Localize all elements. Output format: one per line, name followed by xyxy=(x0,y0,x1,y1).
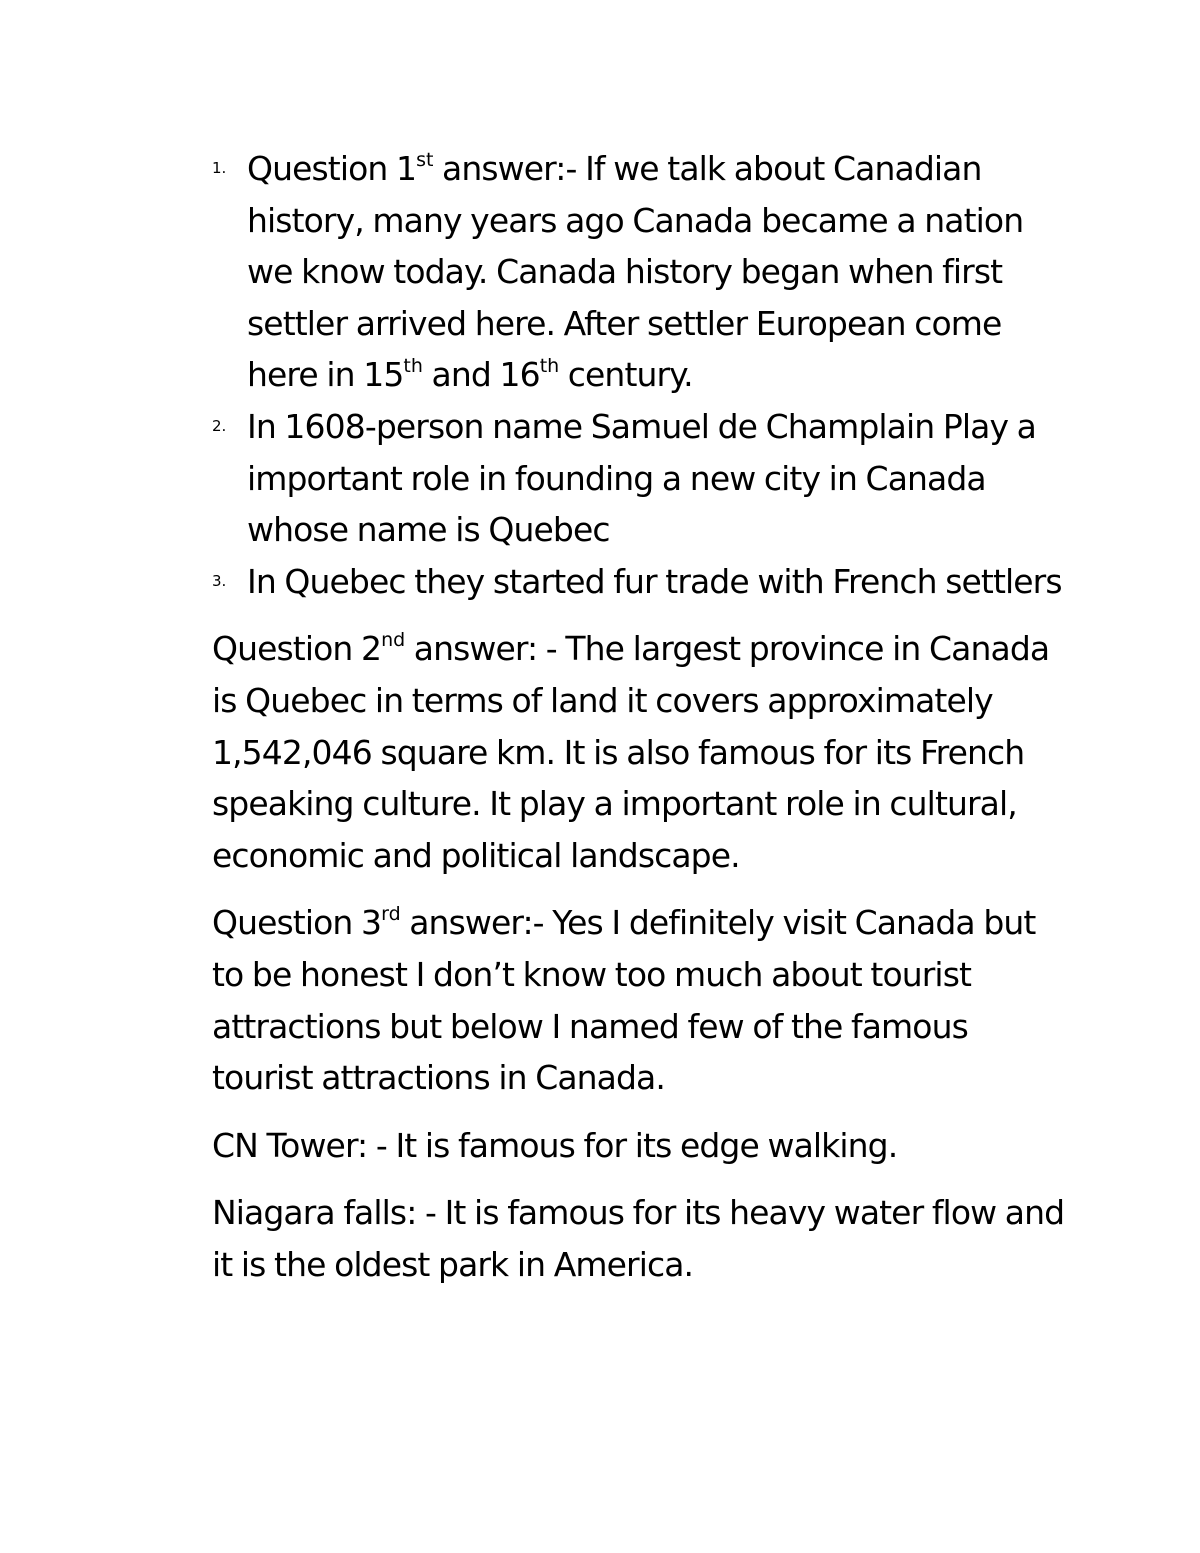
question-1-lead: Question 1 xyxy=(247,149,417,188)
ordinal-suffix: th xyxy=(403,355,423,378)
ordinal-suffix: rd xyxy=(381,903,401,926)
list-item xyxy=(212,143,1072,401)
list-number: 2. xyxy=(212,416,227,435)
document-body xyxy=(212,143,1072,1290)
question-2-text: answer: - The largest province in Canada is Quebec in terms of land it covers approximately 1,542,046 square km. It is also famous for its French speaking culture. It play a important role in cultural, economic and political landscape. xyxy=(212,629,1050,875)
answer-list xyxy=(212,143,1072,607)
list-item xyxy=(212,556,1072,608)
question-3-text: answer:- Yes I definitely visit Canada but to be honest I don’t know too much about tourist attractions but below I named few of the famous tourist attractions in Canada. xyxy=(212,903,1036,1098)
ordinal-suffix: st xyxy=(416,149,434,171)
question-2-lead: Question 2 xyxy=(212,629,382,669)
niagara-falls-paragraph: Niagara falls: - It is famous for its heavy water flow and it is the oldest park in America. xyxy=(212,1193,1065,1284)
cn-tower-paragraph: CN Tower: - It is famous for its edge walking. xyxy=(212,1125,898,1165)
ordinal-suffix: nd xyxy=(381,629,406,652)
list-item xyxy=(212,401,1072,556)
question-2-answer xyxy=(212,623,1072,881)
question-3-lead: Question 3 xyxy=(212,903,382,943)
question-1-text-cont: and 16 xyxy=(422,355,540,395)
list-number: 1. xyxy=(212,159,227,177)
question-3-answer xyxy=(212,897,1072,1103)
question-1-text-end: century. xyxy=(559,355,693,395)
list-item-text: In 1608-person name Samuel de Champlain Play a important role in founding a new city in Canada whose name is Quebec xyxy=(247,406,1037,550)
list-number: 3. xyxy=(212,571,227,590)
list-item-text: In Quebec they started fur trade with French settlers xyxy=(247,561,1062,601)
ordinal-suffix: th xyxy=(539,355,560,378)
question-1-text: answer:- If we talk about Canadian history, many years ago Canada became a nation we know today. Canada history began when first settler arrived here. After settler European come here in 15 xyxy=(247,149,1024,395)
